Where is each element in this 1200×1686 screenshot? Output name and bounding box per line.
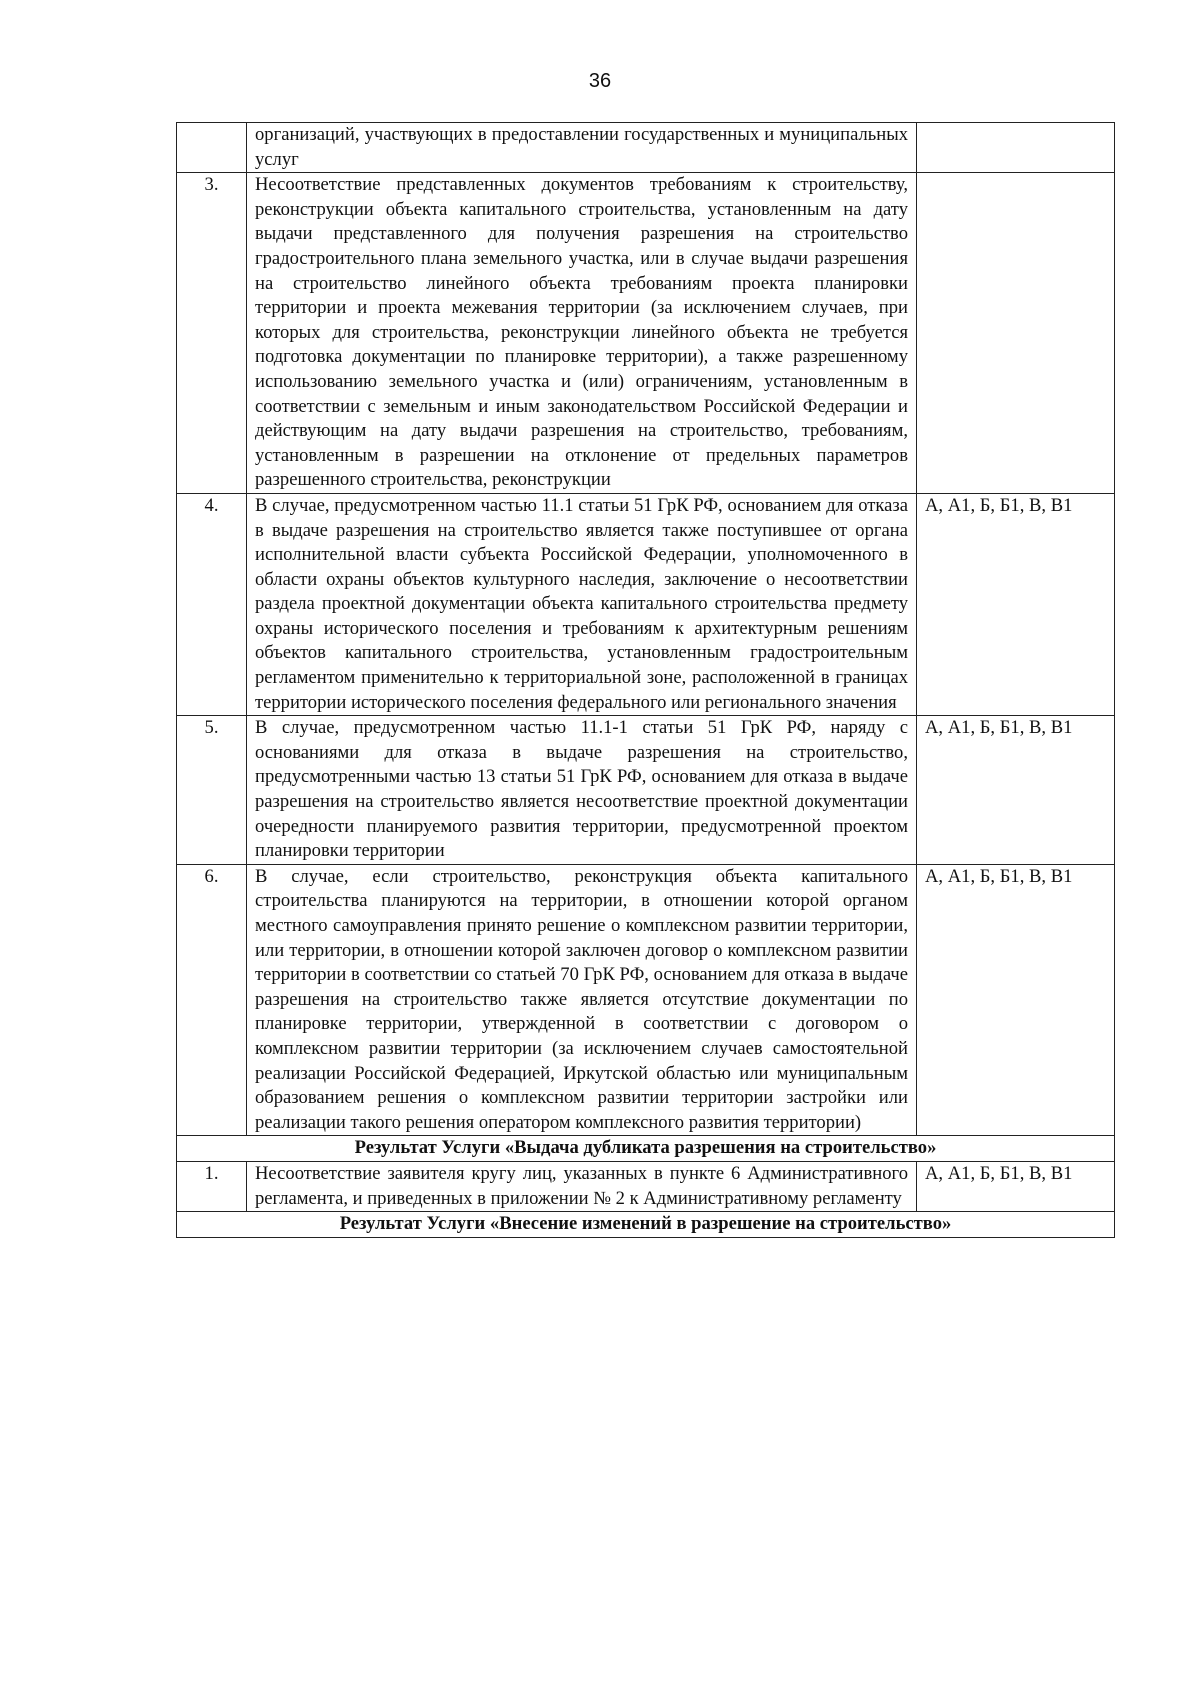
row-codes: А, А1, Б, Б1, В, В1	[917, 864, 1115, 1136]
row-number: 5.	[177, 716, 247, 865]
section-header-row	[177, 1136, 1115, 1162]
row-text: В случае, если строительство, реконструкция объекта капитального строительства планируются на территории, в отношении которой органом местного самоуправления принято решение о комплексном развитии территории, или территории, в отношении которой заключен договор о комплексном развитии территории в соответствии со статьей 70 ГрК РФ, основанием для отказа в выдаче разрешения на строительство также является отсутствие документации по планировке территории, утвержденной в соответствии с договором о комплексном развитии территории (за исключением случаев самостоятельной реализации Российской Федерацией, Иркутской областью или муниципальным образованием решения о комплексном развитии территории застройки или реализации такого решения оператором комплексного развития территории)	[247, 864, 917, 1136]
row-number: 3.	[177, 173, 247, 494]
row-codes: А, А1, Б, Б1, В, В1	[917, 716, 1115, 865]
table-row	[177, 1161, 1115, 1211]
table-row	[177, 173, 1115, 494]
row-codes: А, А1, Б, Б1, В, В1	[917, 493, 1115, 715]
page-number: 36	[588, 70, 612, 92]
table-row	[177, 493, 1115, 715]
row-codes	[917, 123, 1115, 173]
section-title-duplicate: Результат Услуги «Выдача дубликата разрешения на строительство»	[177, 1136, 1115, 1162]
row-number: 1.	[177, 1161, 247, 1211]
table-row	[177, 864, 1115, 1136]
refusal-grounds-table	[176, 122, 1115, 1238]
row-codes	[917, 173, 1115, 494]
row-codes: А, А1, Б, Б1, В, В1	[917, 1161, 1115, 1211]
row-text: организаций, участвующих в предоставлении государственных и муниципальных услуг	[247, 123, 917, 173]
section-title-changes: Результат Услуги «Внесение изменений в разрешение на строительство»	[177, 1212, 1115, 1238]
row-text: Несоответствие заявителя кругу лиц, указанных в пункте 6 Административного регламента, и приведенных в приложении № 2 к Административному регламенту	[247, 1161, 917, 1211]
row-number	[177, 123, 247, 173]
row-text: Несоответствие представленных документов требованиям к строительству, реконструкции объекта капитального строительства, установленным на дату выдачи представленного для получения разрешения на строительство градостроительного плана земельного участка, или в случае выдачи разрешения на строительство линейного объекта требованиям проекта планировки территории и проекта межевания территории (за исключением случаев, при которых для строительства, реконструкции линейного объекта не требуется подготовка документации по планировке территории), а также разрешенному использованию земельного участка и (или) ограничениям, установленным в соответствии с земельным и иным законодательством Российской Федерации и действующим на дату выдачи разрешения на строительство, требованиям, установленным в разрешении на отклонение от предельных параметров разрешенного строительства, реконструкции	[247, 173, 917, 494]
row-number: 6.	[177, 864, 247, 1136]
row-text: В случае, предусмотренном частью 11.1 статьи 51 ГрК РФ, основанием для отказа в выдаче разрешения на строительство является также поступившее от органа исполнительной власти субъекта Российской Федерации, уполномоченного в области охраны объектов культурного наследия, заключение о несоответствии раздела проектной документации объекта капитального строительства предмету охраны исторического поселения и требованиям к архитектурным решениям объектов капитального строительства, установленным градостроительным регламентом применительно к территориальной зоне, расположенной в границах территории исторического поселения федерального или регионального значения	[247, 493, 917, 715]
row-text: В случае, предусмотренном частью 11.1-1 статьи 51 ГрК РФ, наряду с основаниями для отказа в выдаче разрешения на строительство, предусмотренными частью 13 статьи 51 ГрК РФ, основанием для отказа в выдаче разрешения на строительство является несоответствие проектной документации очередности планируемого развития территории, предусмотренной проектом планировки территории	[247, 716, 917, 865]
table-row	[177, 716, 1115, 865]
section-header-row	[177, 1212, 1115, 1238]
table-row	[177, 123, 1115, 173]
row-number: 4.	[177, 493, 247, 715]
